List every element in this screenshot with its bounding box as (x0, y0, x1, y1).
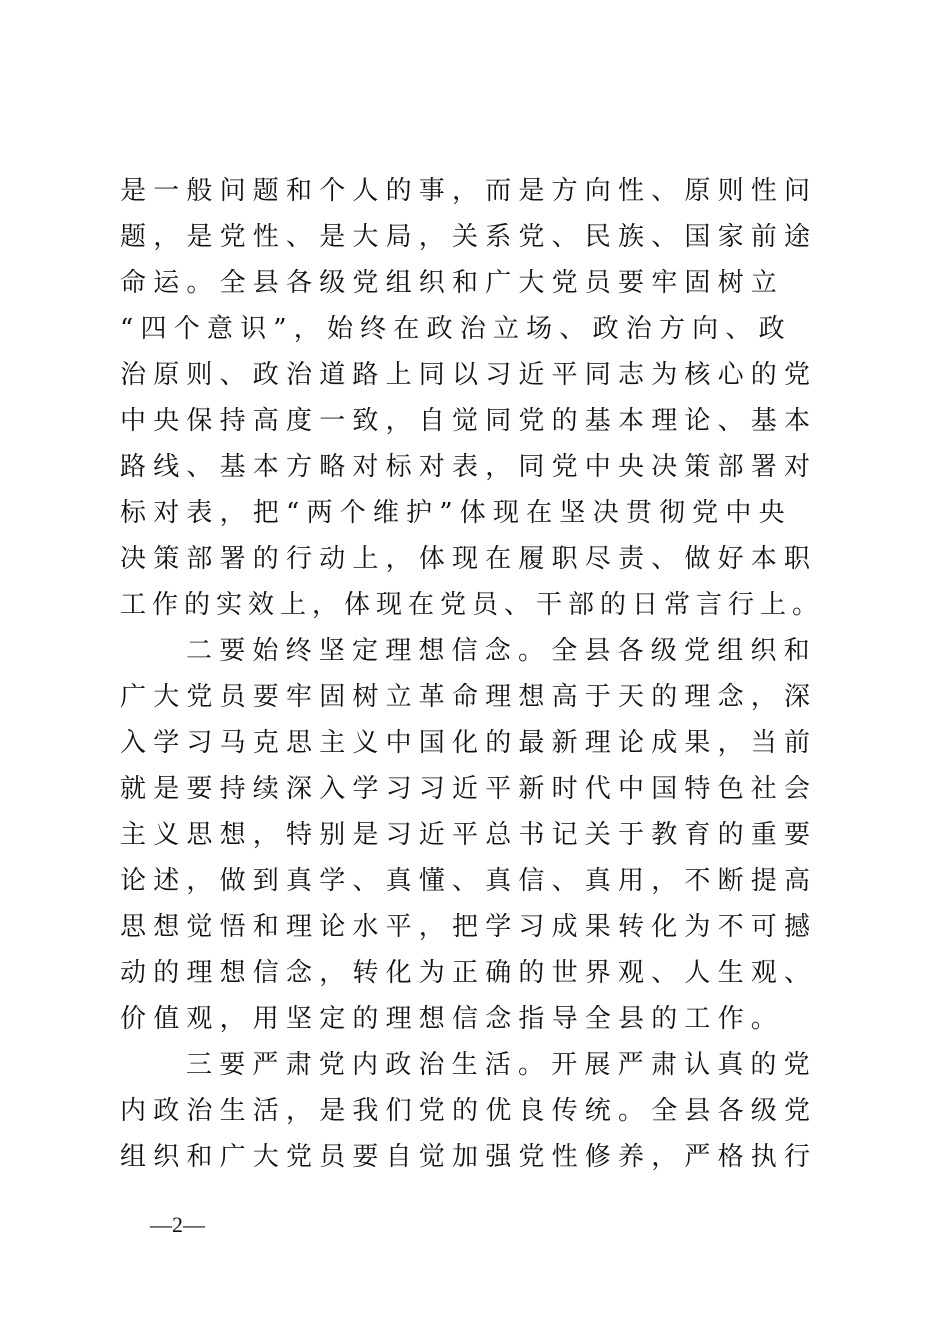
text-line: “四个意识”，始终在政治立场、政治方向、政 (120, 314, 792, 344)
text-line: 命运。全县各级党组织和广大党员要牢固树立 (120, 268, 785, 298)
text-line: 题，是党性、是大局，关系党、民族、国家前途 (120, 222, 818, 252)
text-line: 广大党员要牢固树立革命理想高于天的理念，深 (120, 682, 818, 712)
text-line: 治原则、政治道路上同以习近平同志为核心的党 (120, 360, 818, 390)
text-line: 价值观，用坚定的理想信念指导全县的工作。 (120, 1004, 785, 1034)
text-line: 中央保持高度一致，自觉同党的基本理论、基本 (120, 406, 818, 436)
text-line: 是一般问题和个人的事，而是方向性、原则性问 (120, 176, 818, 206)
page-number: —2— (150, 1212, 205, 1237)
paragraph-heading-line: 二要始终坚定理想信念。全县各级党组织和 (186, 636, 817, 666)
text-line: 决策部署的行动上，体现在履职尽责、做好本职 (120, 544, 818, 574)
text-line: 路线、基本方略对标对表，同党中央决策部署对 (120, 452, 818, 482)
text-line: 思想觉悟和理论水平，把学习成果转化为不可撼 (120, 912, 818, 942)
text-line: 就是要持续深入学习习近平新时代中国特色社会 (120, 774, 818, 804)
body-text (120, 168, 825, 1180)
text-line: 主义思想，特别是习近平总书记关于教育的重要 (120, 820, 818, 850)
text-line: 工作的实效上，体现在党员、干部的日常言行上。 (120, 590, 825, 620)
text-line: 内政治生活，是我们党的优良传统。全县各级党 (120, 1096, 818, 1126)
text-line: 论述，做到真学、真懂、真信、真用，不断提高 (120, 866, 818, 896)
text-line: 组织和广大党员要自觉加强党性修养，严格执行 (120, 1142, 818, 1172)
text-line: 动的理想信念，转化为正确的世界观、人生观、 (120, 958, 818, 988)
text-line: 标对表，把“两个维护”体现在坚决贯彻党中央 (120, 498, 792, 528)
text-line: 入学习马克思主义中国化的最新理论成果，当前 (120, 728, 818, 758)
paragraph-heading-line: 三要严肃党内政治生活。开展严肃认真的党 (186, 1050, 817, 1080)
